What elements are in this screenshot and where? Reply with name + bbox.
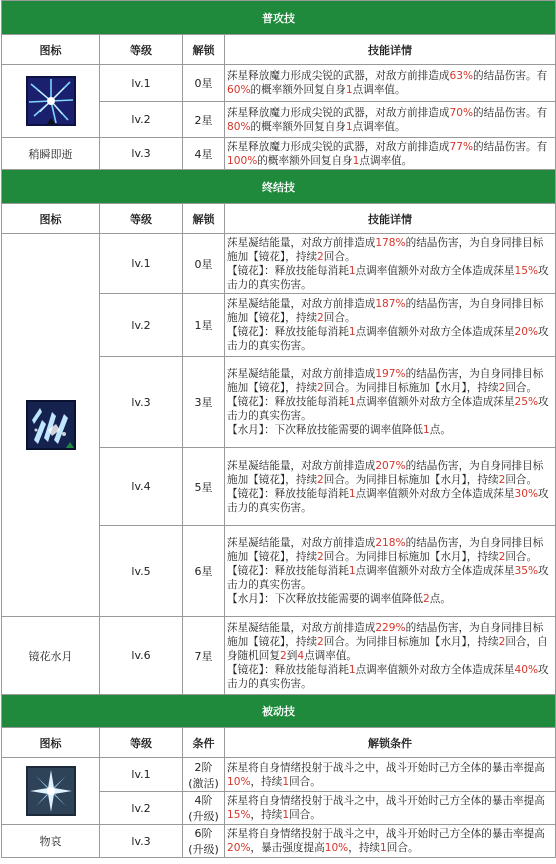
passive-level: lv.2 bbox=[100, 792, 183, 825]
normal-detail: 莯星释放魔力形成尖锐的武器，对敌方前排造成77%的结晶伤害。有100%的概率额外回复自身1点调率值。 bbox=[225, 138, 556, 170]
ultimate-icon-cell bbox=[2, 234, 100, 617]
section-ultimate-title: 终结技 bbox=[2, 170, 556, 204]
ultimate-unlock: 1星 bbox=[183, 294, 225, 357]
ultimate-level: lv.4 bbox=[100, 448, 183, 526]
passive-detail: 莯星将自身情绪投射于战斗之中，战斗开始时己方全体的暴击率提高10%，持续1回合。 bbox=[225, 758, 556, 792]
passive-skill-name: 物哀 bbox=[2, 825, 100, 858]
header-level: 等级 bbox=[100, 204, 183, 234]
ultimate-row-1 bbox=[2, 234, 556, 294]
passive-level: lv.3 bbox=[100, 825, 183, 858]
ultimate-unlock: 7星 bbox=[183, 617, 225, 695]
ultimate-detail: 莯星凝结能量，对敌方前排造成197%的结晶伤害，为自身同排目标施加【镜花】，持续2回合。为同排目标施加【水月】，持续2回合。 【镜花】：释放技能每消耗1点调率值额外对敌方全体造成莯星25%攻击力的真实伤害。 【水月】：下次释放技能需要的调率值降低1点。 bbox=[225, 357, 556, 448]
ultimate-detail: 莯星凝结能量，对敌方前排造成207%的结晶伤害，为自身同排目标施加【镜花】，持续2回合。为同排目标施加【水月】，持续2回合。 【镜花】：释放技能每消耗1点调率值额外对敌方全体造成莯星30%攻击力的真实伤害。 bbox=[225, 448, 556, 526]
passive-row-3 bbox=[2, 825, 556, 858]
normal-level: lv.3 bbox=[100, 138, 183, 170]
ultimate-row-6 bbox=[2, 617, 556, 695]
ultimate-skill-name: 镜花水月 bbox=[2, 617, 100, 695]
passive-level: lv.1 bbox=[100, 758, 183, 792]
ultimate-detail: 莯星凝结能量，对敌方前排造成218%的结晶伤害，为自身同排目标施加【镜花】，持续2回合。为同排目标施加【水月】，持续2回合。 【镜花】：释放技能每消耗1点调率值额外对敌方全体造成莯星35%攻击力的真实伤害。 【水月】：下次释放技能需要的调率值降低2点。 bbox=[225, 526, 556, 617]
normal-row-1 bbox=[2, 65, 556, 102]
passive-condition: 4阶 (升级) bbox=[183, 792, 225, 825]
header-detail: 技能详情 bbox=[225, 35, 556, 65]
passive-skill-icon bbox=[26, 766, 76, 816]
section-normal-title: 普攻技 bbox=[2, 1, 556, 35]
header-icon: 图标 bbox=[2, 728, 100, 758]
ultimate-unlock: 5星 bbox=[183, 448, 225, 526]
header-detail: 技能详情 bbox=[225, 204, 556, 234]
normal-row-3 bbox=[2, 138, 556, 170]
normal-detail: 莯星释放魔力形成尖锐的武器，对敌方前排造成63%的结晶伤害。有60%的概率额外回复自身1点调率值。 bbox=[225, 65, 556, 102]
ultimate-detail: 莯星凝结能量，对敌方前排造成229%的结晶伤害，为自身同排目标施加【镜花】，持续2回合。为同排目标施加【水月】，持续2回合，自身随机回复2到4点调率值。 【镜花】：释放技能每消耗1点调率值额外对敌方全体造成莯星40%攻击力的真实伤害。 bbox=[225, 617, 556, 695]
ultimate-skill-icon bbox=[26, 400, 76, 450]
header-unlock: 解锁 bbox=[183, 204, 225, 234]
normal-icon-cell bbox=[2, 65, 100, 138]
normal-unlock: 4星 bbox=[183, 138, 225, 170]
header-level: 等级 bbox=[100, 35, 183, 65]
ultimate-detail: 莯星凝结能量，对敌方前排造成178%的结晶伤害，为自身同排目标施加【镜花】，持续2回合。 【镜花】：释放技能每消耗1点调率值额外对敌方全体造成莯星15%攻击力的真实伤害。 bbox=[225, 234, 556, 294]
normal-level: lv.1 bbox=[100, 65, 183, 102]
ultimate-level: lv.2 bbox=[100, 294, 183, 357]
passive-row-1 bbox=[2, 758, 556, 792]
ultimate-level: lv.1 bbox=[100, 234, 183, 294]
normal-skill-icon bbox=[26, 76, 76, 126]
normal-level: lv.2 bbox=[100, 102, 183, 138]
passive-icon-cell bbox=[2, 758, 100, 825]
skill-table bbox=[1, 0, 556, 858]
header-level: 等级 bbox=[100, 728, 183, 758]
header-unlock: 解锁 bbox=[183, 35, 225, 65]
header-icon: 图标 bbox=[2, 204, 100, 234]
header-unlock-condition: 解锁条件 bbox=[225, 728, 556, 758]
passive-detail: 莯星将自身情绪投射于战斗之中，战斗开始时己方全体的暴击率提高20%，暴击强度提高10%，持续1回合。 bbox=[225, 825, 556, 858]
ultimate-level: lv.3 bbox=[100, 357, 183, 448]
ultimate-unlock: 6星 bbox=[183, 526, 225, 617]
ultimate-level: lv.6 bbox=[100, 617, 183, 695]
normal-unlock: 0星 bbox=[183, 65, 225, 102]
ultimate-detail: 莯星凝结能量，对敌方前排造成187%的结晶伤害，为自身同排目标施加【镜花】，持续2回合。 【镜花】：释放技能每消耗1点调率值额外对敌方全体造成莯星20%攻击力的真实伤害。 bbox=[225, 294, 556, 357]
passive-condition: 6阶 (升级) bbox=[183, 825, 225, 858]
passive-condition: 2阶 (激活) bbox=[183, 758, 225, 792]
ultimate-unlock: 0星 bbox=[183, 234, 225, 294]
header-icon: 图标 bbox=[2, 35, 100, 65]
normal-detail: 莯星释放魔力形成尖锐的武器，对敌方前排造成70%的结晶伤害。有80%的概率额外回复自身1点调率值。 bbox=[225, 102, 556, 138]
section-passive-title: 被动技 bbox=[2, 695, 556, 728]
ultimate-level: lv.5 bbox=[100, 526, 183, 617]
normal-unlock: 2星 bbox=[183, 102, 225, 138]
ultimate-unlock: 3星 bbox=[183, 357, 225, 448]
passive-detail: 莯星将自身情绪投射于战斗之中，战斗开始时己方全体的暴击率提高15%，持续1回合。 bbox=[225, 792, 556, 825]
header-condition: 条件 bbox=[183, 728, 225, 758]
normal-skill-name: 稍瞬即逝 bbox=[2, 138, 100, 170]
